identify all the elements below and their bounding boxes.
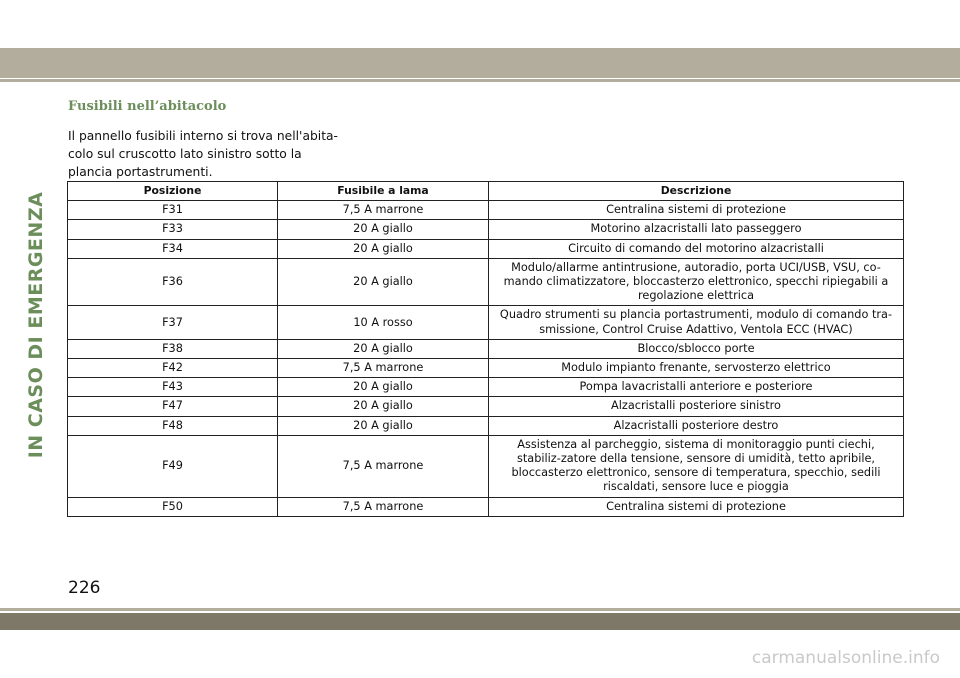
cell-fuse: 20 A giallo — [278, 239, 489, 258]
cell-description: Motorino alzacristalli lato passeggero — [489, 220, 904, 239]
cell-position: F50 — [68, 497, 278, 516]
cell-position: F49 — [68, 435, 278, 497]
intro-paragraph: Il pannello fusibili interno si trova nell'abita-colo sul cruscotto lato sinistro sotto la plancia portastrumenti. — [68, 129, 338, 179]
cell-position: F34 — [68, 239, 278, 258]
cell-description: Circuito di comando del motorino alzacristalli — [489, 239, 904, 258]
cell-description: Modulo impianto frenante, servosterzo elettrico — [489, 359, 904, 378]
table-header-row — [68, 182, 904, 201]
fuse-table — [67, 181, 904, 517]
cell-description: Centralina sistemi di protezione — [489, 201, 904, 220]
bottom-divider-line — [0, 608, 960, 611]
watermark: carmanualsonline.info — [751, 648, 940, 668]
cell-fuse: 20 A giallo — [278, 220, 489, 239]
cell-fuse: 20 A giallo — [278, 378, 489, 397]
top-decorative-band — [0, 48, 960, 78]
cell-description: Blocco/sblocco porte — [489, 339, 904, 358]
bottom-decorative-band — [0, 613, 960, 630]
cell-fuse: 7,5 A marrone — [278, 435, 489, 497]
table-row — [68, 397, 904, 416]
fuse-table-body — [68, 201, 904, 517]
cell-position: F47 — [68, 397, 278, 416]
cell-position: F42 — [68, 359, 278, 378]
header-position: Posizione — [68, 182, 278, 201]
chapter-side-label: IN CASO DI EMERGENZA — [25, 191, 47, 459]
cell-description: Alzacristalli posteriore destro — [489, 416, 904, 435]
cell-fuse: 7,5 A marrone — [278, 497, 489, 516]
table-row — [68, 359, 904, 378]
cell-position: F48 — [68, 416, 278, 435]
cell-position: F31 — [68, 201, 278, 220]
cell-fuse: 20 A giallo — [278, 397, 489, 416]
cell-position: F33 — [68, 220, 278, 239]
header-fuse: Fusibile a lama — [278, 182, 489, 201]
table-row — [68, 306, 904, 339]
cell-fuse: 20 A giallo — [278, 339, 489, 358]
cell-fuse: 20 A giallo — [278, 258, 489, 306]
cell-description: Quadro strumenti su plancia portastrumenti, modulo di comando tra-smissione, Control Cruise Adattivo, Ventola ECC (HVAC) — [489, 306, 904, 339]
cell-fuse: 7,5 A marrone — [278, 359, 489, 378]
cell-fuse: 7,5 A marrone — [278, 201, 489, 220]
cell-description: Modulo/allarme antintrusione, autoradio, porta UCI/USB, VSU, co-mando climatizzatore, bloccasterzo elettronico, specchi ripiegabili a regolazione elettrica — [489, 258, 904, 306]
cell-position: F36 — [68, 258, 278, 306]
cell-fuse: 10 A rosso — [278, 306, 489, 339]
table-row — [68, 339, 904, 358]
table-row — [68, 220, 904, 239]
table-row — [68, 378, 904, 397]
cell-description: Pompa lavacristalli anteriore e posteriore — [489, 378, 904, 397]
top-divider-line — [0, 79, 960, 82]
table-row — [68, 201, 904, 220]
table-row — [68, 416, 904, 435]
table-row — [68, 435, 904, 497]
cell-position: F43 — [68, 378, 278, 397]
cell-fuse: 20 A giallo — [278, 416, 489, 435]
cell-description: Alzacristalli posteriore sinistro — [489, 397, 904, 416]
cell-description: Centralina sistemi di protezione — [489, 497, 904, 516]
header-description: Descrizione — [489, 182, 904, 201]
cell-position: F38 — [68, 339, 278, 358]
page-number: 226 — [68, 578, 101, 598]
cell-position: F37 — [68, 306, 278, 339]
table-row — [68, 239, 904, 258]
cell-description: Assistenza al parcheggio, sistema di monitoraggio punti ciechi, stabiliz-zatore della tensione, sensore di umidità, tetto apribile, bloccasterzo elettronico, sensore di temperatura, specchio, sedili riscaldati, sensore luce e pioggia — [489, 435, 904, 497]
table-row — [68, 258, 904, 306]
table-row — [68, 497, 904, 516]
section-title: Fusibili nell’abitacolo — [68, 99, 227, 114]
